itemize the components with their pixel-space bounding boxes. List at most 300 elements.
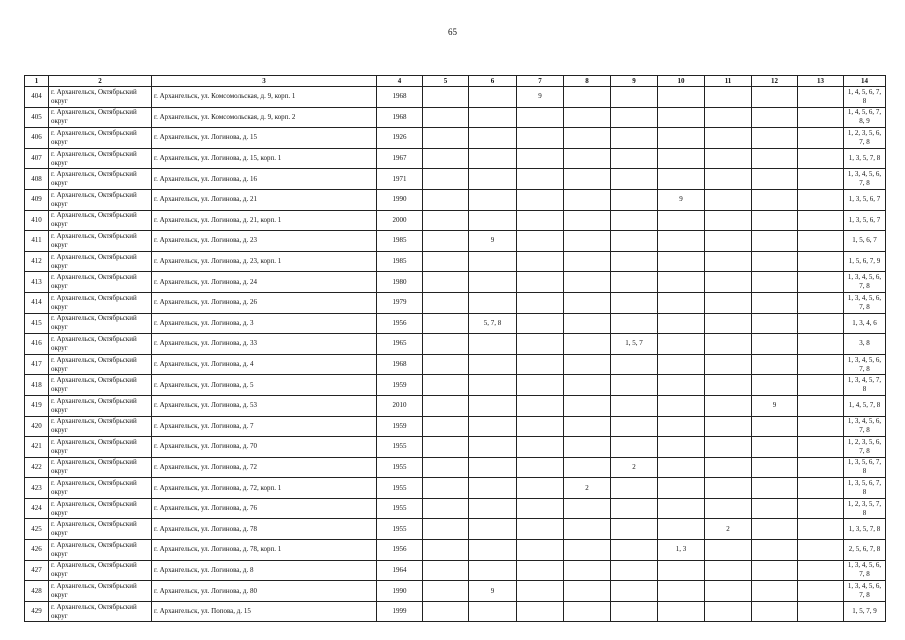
year-cell: 1967: [377, 148, 423, 169]
table-row: [25, 313, 886, 334]
col7-cell: [517, 292, 564, 313]
col13-cell: [798, 189, 844, 210]
col10-cell: [658, 148, 705, 169]
col7-cell: [517, 416, 564, 437]
col13-cell: [798, 354, 844, 375]
col14-cell: 1, 5, 6, 7: [844, 231, 886, 252]
year-cell: 1956: [377, 313, 423, 334]
col7-cell: [517, 354, 564, 375]
col14-cell: 1, 3, 4, 5, 6, 7, 8: [844, 416, 886, 437]
col9-cell: [611, 107, 658, 128]
col5-cell: [423, 251, 469, 272]
col5-cell: [423, 478, 469, 499]
col12-cell: [752, 457, 798, 478]
col10-cell: 1, 3: [658, 540, 705, 561]
col6-cell: [469, 251, 517, 272]
col11-cell: [705, 272, 752, 293]
col12-cell: [752, 601, 798, 622]
col13-cell: [798, 478, 844, 499]
col6-cell: [469, 128, 517, 149]
col11-cell: [705, 437, 752, 458]
year-cell: 1959: [377, 416, 423, 437]
address-cell: г. Архангельск, ул. Логинова, д. 16: [152, 169, 377, 190]
col14-cell: 1, 3, 5, 6, 7, 8: [844, 457, 886, 478]
col8-cell: 2: [564, 478, 611, 499]
column-header: 8: [564, 76, 611, 87]
col5-cell: [423, 354, 469, 375]
column-header: 11: [705, 76, 752, 87]
col5-cell: [423, 169, 469, 190]
col10-cell: [658, 416, 705, 437]
district-cell: г. Архангельск, Октябрьский округ: [49, 313, 152, 334]
col12-cell: [752, 416, 798, 437]
col10-cell: [658, 272, 705, 293]
col11-cell: [705, 395, 752, 416]
col6-cell: [469, 457, 517, 478]
col13-cell: [798, 231, 844, 252]
col12-cell: [752, 231, 798, 252]
col9-cell: [611, 416, 658, 437]
col5-cell: [423, 395, 469, 416]
col11-cell: [705, 189, 752, 210]
col11-cell: [705, 313, 752, 334]
year-cell: 1968: [377, 87, 423, 108]
table-row: [25, 189, 886, 210]
address-cell: г. Архангельск, ул. Логинова, д. 33: [152, 334, 377, 355]
col11-cell: [705, 107, 752, 128]
year-cell: 1968: [377, 107, 423, 128]
col5-cell: [423, 148, 469, 169]
address-cell: г. Архангельск, ул. Логинова, д. 21: [152, 189, 377, 210]
col9-cell: [611, 519, 658, 540]
col10-cell: [658, 498, 705, 519]
col7-cell: [517, 189, 564, 210]
col13-cell: [798, 292, 844, 313]
col5-cell: [423, 189, 469, 210]
col14-cell: 1, 2, 3, 5, 7, 8: [844, 498, 886, 519]
district-cell: г. Архангельск, Октябрьский округ: [49, 540, 152, 561]
year-cell: 1926: [377, 128, 423, 149]
col7-cell: [517, 437, 564, 458]
column-header: 6: [469, 76, 517, 87]
col11-cell: [705, 581, 752, 602]
col8-cell: [564, 169, 611, 190]
col12-cell: [752, 272, 798, 293]
row-number-cell: 404: [25, 87, 49, 108]
col9-cell: [611, 437, 658, 458]
col9-cell: [611, 231, 658, 252]
col6-cell: [469, 498, 517, 519]
col5-cell: [423, 457, 469, 478]
col9-cell: [611, 128, 658, 149]
district-cell: г. Архангельск, Октябрьский округ: [49, 601, 152, 622]
col7-cell: [517, 498, 564, 519]
district-cell: г. Архангельск, Октябрьский округ: [49, 498, 152, 519]
col13-cell: [798, 313, 844, 334]
col6-cell: [469, 519, 517, 540]
col11-cell: [705, 375, 752, 396]
col7-cell: [517, 560, 564, 581]
year-cell: 1971: [377, 169, 423, 190]
address-cell: г. Архангельск, ул. Логинова, д. 70: [152, 437, 377, 458]
table-row: [25, 354, 886, 375]
col9-cell: [611, 560, 658, 581]
table-row: [25, 148, 886, 169]
col13-cell: [798, 148, 844, 169]
district-cell: г. Архангельск, Октябрьский округ: [49, 334, 152, 355]
table-row: [25, 272, 886, 293]
row-number-cell: 412: [25, 251, 49, 272]
year-cell: 1979: [377, 292, 423, 313]
address-cell: г. Архангельск, ул. Комсомольская, д. 9, корп. 2: [152, 107, 377, 128]
row-number-cell: 426: [25, 540, 49, 561]
col9-cell: [611, 148, 658, 169]
column-header: 14: [844, 76, 886, 87]
col6-cell: [469, 375, 517, 396]
col9-cell: [611, 478, 658, 499]
col12-cell: [752, 519, 798, 540]
col11-cell: [705, 416, 752, 437]
col5-cell: [423, 334, 469, 355]
col13-cell: [798, 128, 844, 149]
col13-cell: [798, 272, 844, 293]
col5-cell: [423, 272, 469, 293]
col10-cell: [658, 519, 705, 540]
col10-cell: [658, 375, 705, 396]
col13-cell: [798, 601, 844, 622]
col8-cell: [564, 581, 611, 602]
col8-cell: [564, 334, 611, 355]
col11-cell: [705, 478, 752, 499]
year-cell: 1968: [377, 354, 423, 375]
col11-cell: [705, 169, 752, 190]
table-row: [25, 601, 886, 622]
col12-cell: [752, 540, 798, 561]
row-number-cell: 406: [25, 128, 49, 149]
col7-cell: [517, 478, 564, 499]
col14-cell: 1, 4, 5, 6, 7, 8, 9: [844, 107, 886, 128]
col9-cell: 2: [611, 457, 658, 478]
col13-cell: [798, 560, 844, 581]
col13-cell: [798, 437, 844, 458]
col6-cell: [469, 395, 517, 416]
col8-cell: [564, 375, 611, 396]
col8-cell: [564, 354, 611, 375]
col7-cell: [517, 210, 564, 231]
col6-cell: [469, 189, 517, 210]
col10-cell: [658, 313, 705, 334]
row-number-cell: 423: [25, 478, 49, 499]
col14-cell: 2, 5, 6, 7, 8: [844, 540, 886, 561]
col8-cell: [564, 128, 611, 149]
table-row: [25, 416, 886, 437]
address-cell: г. Архангельск, ул. Логинова, д. 78: [152, 519, 377, 540]
col13-cell: [798, 251, 844, 272]
table-row: [25, 437, 886, 458]
col7-cell: [517, 251, 564, 272]
address-cell: г. Архангельск, ул. Логинова, д. 4: [152, 354, 377, 375]
table-row: [25, 334, 886, 355]
column-header: 7: [517, 76, 564, 87]
col12-cell: [752, 251, 798, 272]
col13-cell: [798, 87, 844, 108]
district-cell: г. Архангельск, Октябрьский округ: [49, 354, 152, 375]
col6-cell: [469, 334, 517, 355]
col5-cell: [423, 437, 469, 458]
year-cell: 1955: [377, 519, 423, 540]
col7-cell: [517, 272, 564, 293]
district-cell: г. Архангельск, Октябрьский округ: [49, 251, 152, 272]
col8-cell: [564, 437, 611, 458]
row-number-cell: 429: [25, 601, 49, 622]
row-number-cell: 410: [25, 210, 49, 231]
column-header: 1: [25, 76, 49, 87]
col11-cell: [705, 87, 752, 108]
col12-cell: [752, 354, 798, 375]
col13-cell: [798, 581, 844, 602]
col10-cell: [658, 581, 705, 602]
col9-cell: [611, 251, 658, 272]
address-cell: г. Архангельск, ул. Логинова, д. 76: [152, 498, 377, 519]
col14-cell: 1, 3, 4, 5, 6, 7, 8: [844, 581, 886, 602]
col14-cell: 3, 8: [844, 334, 886, 355]
col10-cell: [658, 437, 705, 458]
col11-cell: [705, 601, 752, 622]
col6-cell: [469, 107, 517, 128]
address-cell: г. Архангельск, ул. Попова, д. 15: [152, 601, 377, 622]
col12-cell: [752, 107, 798, 128]
address-cell: г. Архангельск, ул. Логинова, д. 15: [152, 128, 377, 149]
col6-cell: [469, 601, 517, 622]
col13-cell: [798, 498, 844, 519]
row-number-cell: 414: [25, 292, 49, 313]
row-number-cell: 411: [25, 231, 49, 252]
column-header: 4: [377, 76, 423, 87]
district-cell: г. Архангельск, Октябрьский округ: [49, 560, 152, 581]
col5-cell: [423, 210, 469, 231]
col7-cell: 9: [517, 87, 564, 108]
col9-cell: [611, 601, 658, 622]
col13-cell: [798, 457, 844, 478]
col14-cell: 1, 5, 6, 7, 9: [844, 251, 886, 272]
col7-cell: [517, 457, 564, 478]
col7-cell: [517, 601, 564, 622]
col6-cell: 9: [469, 231, 517, 252]
address-cell: г. Архангельск, ул. Логинова, д. 23, корп. 1: [152, 251, 377, 272]
col8-cell: [564, 560, 611, 581]
district-cell: г. Архангельск, Октябрьский округ: [49, 457, 152, 478]
district-cell: г. Архангельск, Октябрьский округ: [49, 189, 152, 210]
col12-cell: [752, 169, 798, 190]
col12-cell: [752, 128, 798, 149]
address-cell: г. Архангельск, ул. Логинова, д. 7: [152, 416, 377, 437]
col10-cell: [658, 560, 705, 581]
col9-cell: [611, 313, 658, 334]
col7-cell: [517, 395, 564, 416]
table-row: [25, 478, 886, 499]
year-cell: 1985: [377, 231, 423, 252]
col8-cell: [564, 601, 611, 622]
col11-cell: 2: [705, 519, 752, 540]
row-number-cell: 419: [25, 395, 49, 416]
district-cell: г. Архангельск, Октябрьский округ: [49, 169, 152, 190]
col9-cell: [611, 272, 658, 293]
col14-cell: 1, 3, 4, 5, 6, 7, 8: [844, 169, 886, 190]
col5-cell: [423, 581, 469, 602]
col10-cell: [658, 601, 705, 622]
col14-cell: 1, 3, 5, 6, 7: [844, 189, 886, 210]
col10-cell: [658, 169, 705, 190]
year-cell: 1964: [377, 560, 423, 581]
col6-cell: [469, 416, 517, 437]
col12-cell: [752, 498, 798, 519]
column-header: 12: [752, 76, 798, 87]
col14-cell: 1, 2, 3, 5, 6, 7, 8: [844, 128, 886, 149]
col7-cell: [517, 107, 564, 128]
col8-cell: [564, 189, 611, 210]
col5-cell: [423, 498, 469, 519]
col9-cell: [611, 292, 658, 313]
district-cell: г. Архангельск, Октябрьский округ: [49, 375, 152, 396]
col8-cell: [564, 107, 611, 128]
col10-cell: [658, 87, 705, 108]
table-row: [25, 87, 886, 108]
col13-cell: [798, 334, 844, 355]
col9-cell: [611, 395, 658, 416]
col7-cell: [517, 375, 564, 396]
col14-cell: 1, 3, 4, 5, 7, 8: [844, 375, 886, 396]
year-cell: 2000: [377, 210, 423, 231]
address-cell: г. Архангельск, ул. Логинова, д. 26: [152, 292, 377, 313]
row-number-cell: 405: [25, 107, 49, 128]
row-number-cell: 418: [25, 375, 49, 396]
col9-cell: [611, 210, 658, 231]
district-cell: г. Архангельск, Октябрьский округ: [49, 478, 152, 499]
col7-cell: [517, 313, 564, 334]
col14-cell: 1, 3, 4, 5, 6, 7, 8: [844, 354, 886, 375]
col5-cell: [423, 375, 469, 396]
col6-cell: [469, 478, 517, 499]
col5-cell: [423, 292, 469, 313]
address-cell: г. Архангельск, ул. Логинова, д. 72, корп. 1: [152, 478, 377, 499]
district-cell: г. Архангельск, Октябрьский округ: [49, 437, 152, 458]
col11-cell: [705, 128, 752, 149]
col7-cell: [517, 128, 564, 149]
col8-cell: [564, 395, 611, 416]
col14-cell: 1, 3, 5, 6, 7: [844, 210, 886, 231]
table-row: [25, 292, 886, 313]
col8-cell: [564, 416, 611, 437]
col5-cell: [423, 87, 469, 108]
address-cell: г. Архангельск, ул. Логинова, д. 3: [152, 313, 377, 334]
col11-cell: [705, 148, 752, 169]
row-number-cell: 427: [25, 560, 49, 581]
col7-cell: [517, 334, 564, 355]
column-header: 3: [152, 76, 377, 87]
address-cell: г. Архангельск, ул. Логинова, д. 24: [152, 272, 377, 293]
col9-cell: [611, 375, 658, 396]
col11-cell: [705, 251, 752, 272]
col14-cell: 1, 2, 3, 5, 6, 7, 8: [844, 437, 886, 458]
col10-cell: [658, 478, 705, 499]
col11-cell: [705, 457, 752, 478]
col10-cell: [658, 395, 705, 416]
row-number-cell: 424: [25, 498, 49, 519]
col12-cell: [752, 334, 798, 355]
column-header: 10: [658, 76, 705, 87]
col6-cell: [469, 87, 517, 108]
table-row: [25, 540, 886, 561]
district-cell: г. Архангельск, Октябрьский округ: [49, 519, 152, 540]
col14-cell: 1, 3, 5, 7, 8: [844, 519, 886, 540]
col10-cell: [658, 457, 705, 478]
district-cell: г. Архангельск, Октябрьский округ: [49, 87, 152, 108]
data-table: [24, 75, 886, 622]
col8-cell: [564, 231, 611, 252]
address-cell: г. Архангельск, ул. Логинова, д. 53: [152, 395, 377, 416]
col13-cell: [798, 107, 844, 128]
col14-cell: 1, 3, 4, 5, 6, 7, 8: [844, 272, 886, 293]
col5-cell: [423, 601, 469, 622]
col8-cell: [564, 251, 611, 272]
col10-cell: [658, 251, 705, 272]
row-number-cell: 417: [25, 354, 49, 375]
col13-cell: [798, 416, 844, 437]
district-cell: г. Архангельск, Октябрьский округ: [49, 148, 152, 169]
district-cell: г. Архангельск, Октябрьский округ: [49, 581, 152, 602]
row-number-cell: 407: [25, 148, 49, 169]
col10-cell: 9: [658, 189, 705, 210]
col12-cell: [752, 478, 798, 499]
col8-cell: [564, 272, 611, 293]
col14-cell: 1, 3, 4, 5, 6, 7, 8: [844, 292, 886, 313]
col8-cell: [564, 519, 611, 540]
col6-cell: [469, 437, 517, 458]
col11-cell: [705, 292, 752, 313]
col6-cell: [469, 540, 517, 561]
year-cell: 2010: [377, 395, 423, 416]
year-cell: 1999: [377, 601, 423, 622]
col8-cell: [564, 498, 611, 519]
address-cell: г. Архангельск, ул. Логинова, д. 15, корп. 1: [152, 148, 377, 169]
col13-cell: [798, 519, 844, 540]
row-number-cell: 409: [25, 189, 49, 210]
col10-cell: [658, 210, 705, 231]
col13-cell: [798, 169, 844, 190]
col11-cell: [705, 498, 752, 519]
year-cell: 1955: [377, 457, 423, 478]
row-number-cell: 413: [25, 272, 49, 293]
table-row: [25, 375, 886, 396]
col12-cell: [752, 581, 798, 602]
district-cell: г. Архангельск, Октябрьский округ: [49, 292, 152, 313]
table-row: [25, 128, 886, 149]
col9-cell: [611, 189, 658, 210]
col14-cell: 1, 3, 4, 6: [844, 313, 886, 334]
col8-cell: [564, 292, 611, 313]
col14-cell: 1, 4, 5, 7, 8: [844, 395, 886, 416]
col9-cell: [611, 540, 658, 561]
col7-cell: [517, 169, 564, 190]
column-header: 5: [423, 76, 469, 87]
col11-cell: [705, 540, 752, 561]
col12-cell: [752, 560, 798, 581]
address-cell: г. Архангельск, ул. Логинова, д. 5: [152, 375, 377, 396]
col6-cell: [469, 292, 517, 313]
year-cell: 1959: [377, 375, 423, 396]
col14-cell: 1, 4, 5, 6, 7, 8: [844, 87, 886, 108]
table-row: [25, 581, 886, 602]
